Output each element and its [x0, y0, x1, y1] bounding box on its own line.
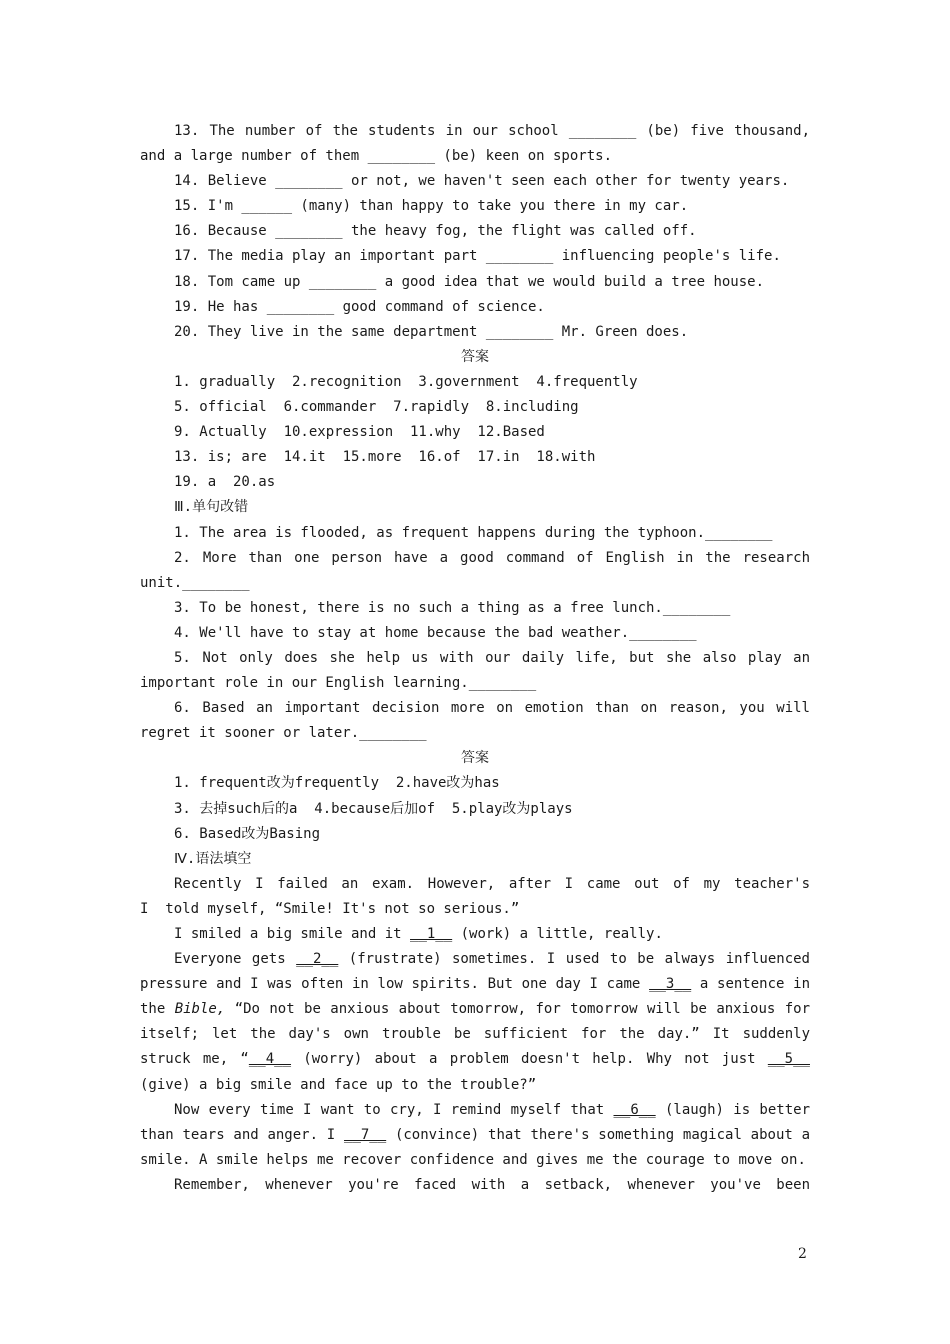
section-heading-error-correction: Ⅲ.单句改错	[174, 499, 249, 516]
passage-text: than tears and anger. I	[140, 1126, 336, 1143]
blank-5: __5__	[767, 1051, 810, 1068]
blank-1: __1__	[410, 926, 453, 942]
blank-2: __2__	[296, 951, 339, 968]
answer-line: 3. 去掉such后的a 4.because后加of 5.play改为plays	[174, 800, 573, 817]
passage-line: I told myself, “Smile! It's not so serious.”	[140, 900, 520, 917]
correction-6-line-1: 6. Based an important decision more on emotion than on reason, you will	[174, 700, 810, 717]
passage-line: (give) a big smile and face up to the trouble?”	[140, 1076, 537, 1093]
question-13-line-2: and a large number of them ________ (be) keen on sports.	[140, 148, 613, 165]
passage-line	[140, 922, 810, 947]
passage-text: the	[140, 1001, 166, 1018]
passage-text: (work) a little, really.	[460, 926, 663, 942]
passage-text: (frustrate) sometimes. I used to be always influenced	[348, 951, 810, 968]
question-15: 15. I'm ______ (many) than happy to take you there in my car.	[174, 198, 689, 215]
bible-title: Bible,	[174, 1001, 226, 1018]
passage-text: (worry) about a problem doesn't help. Why not just	[303, 1051, 756, 1068]
question-14: 14. Believe ________ or not, we haven't seen each other for twenty years.	[174, 173, 790, 190]
blank-7: __7__	[344, 1126, 387, 1143]
answer-line: 19. a 20.as	[174, 474, 276, 491]
passage-text: Everyone gets	[174, 951, 286, 968]
answer-line: 13. is; are 14.it 15.more 16.of 17.in 18.with	[174, 449, 596, 466]
passage-text: I smiled a big smile and it	[174, 926, 402, 942]
question-19: 19. He has ________ good command of science.	[174, 298, 545, 315]
answer-line: 5. official 6.commander 7.rapidly 8.including	[174, 399, 579, 416]
passage-line	[140, 1123, 810, 1148]
passage-line	[140, 972, 810, 997]
passage-line: smile. A smile helps me recover confidence and gives me the courage to move on.	[140, 1151, 806, 1168]
answer-heading: 答案	[461, 348, 489, 365]
passage-line: itself; let the day's own trouble be sufficient for the day.” It suddenly	[140, 1026, 810, 1043]
correction-4: 4. We'll have to stay at home because the bad weather.________	[174, 624, 697, 641]
passage-text: “Do not be anxious about tomorrow, for tomorrow will be anxious for	[234, 1001, 810, 1018]
passage-text: (convince) that there's something magical about a	[394, 1126, 810, 1143]
passage-line	[140, 997, 810, 1022]
answer-heading: 答案	[461, 750, 489, 767]
document-page	[140, 119, 810, 1198]
question-18: 18. Tom came up ________ a good idea that we would build a tree house.	[174, 273, 765, 290]
blank-6: __6__	[613, 1101, 656, 1118]
answer-line: 6. Based改为Basing	[174, 825, 321, 842]
passage-text: (laugh) is better	[664, 1101, 810, 1118]
blank-4: __4__	[248, 1051, 292, 1068]
passage-text: struck me, “	[140, 1051, 249, 1068]
correction-5-line-2: important role in our English learning.________	[140, 675, 537, 692]
answer-line: 1. gradually 2.recognition 3.government 4.frequently	[174, 373, 638, 390]
correction-2-line-2: unit.________	[140, 574, 250, 591]
correction-2-line-1: 2. More than one person have a good command of English in the research	[174, 549, 810, 566]
passage-line: Recently I failed an exam. However, after I came out of my teacher's	[174, 875, 810, 892]
passage-text: Now every time I want to cry, I remind myself that	[174, 1101, 605, 1118]
correction-3: 3. To be honest, there is no such a thing as a free lunch.________	[174, 599, 731, 616]
passage-line	[140, 1098, 810, 1123]
page-number: 2	[798, 1246, 807, 1262]
answer-line: 1. frequent改为frequently 2.have改为has	[174, 775, 500, 792]
question-13-line-1: 13. The number of the students in our school ________ (be) five thousand,	[174, 123, 810, 139]
correction-1: 1. The area is flooded, as frequent happens during the typhoon.________	[174, 524, 773, 541]
correction-5-line-1: 5. Not only does she help us with our daily life, but she also play an	[174, 649, 810, 666]
correction-6-line-2: regret it sooner or later.________	[140, 725, 427, 742]
passage-line: Remember, whenever you're faced with a setback, whenever you've been	[174, 1176, 810, 1193]
section-heading-grammar-fill: Ⅳ.语法填空	[174, 850, 252, 867]
passage-text: pressure and I was often in low spirits. But one day I came	[140, 976, 641, 993]
question-20: 20. They live in the same department ________ Mr. Green does.	[174, 323, 689, 340]
question-16: 16. Because ________ the heavy fog, the flight was called off.	[174, 223, 697, 240]
blank-3: __3__	[649, 976, 692, 993]
passage-line	[140, 947, 810, 972]
answer-line: 9. Actually 10.expression 11.why 12.Based	[174, 424, 545, 441]
question-17: 17. The media play an important part ________ influencing people's life.	[174, 248, 781, 265]
passage-line	[140, 1047, 810, 1072]
passage-text: a sentence in	[699, 976, 810, 993]
